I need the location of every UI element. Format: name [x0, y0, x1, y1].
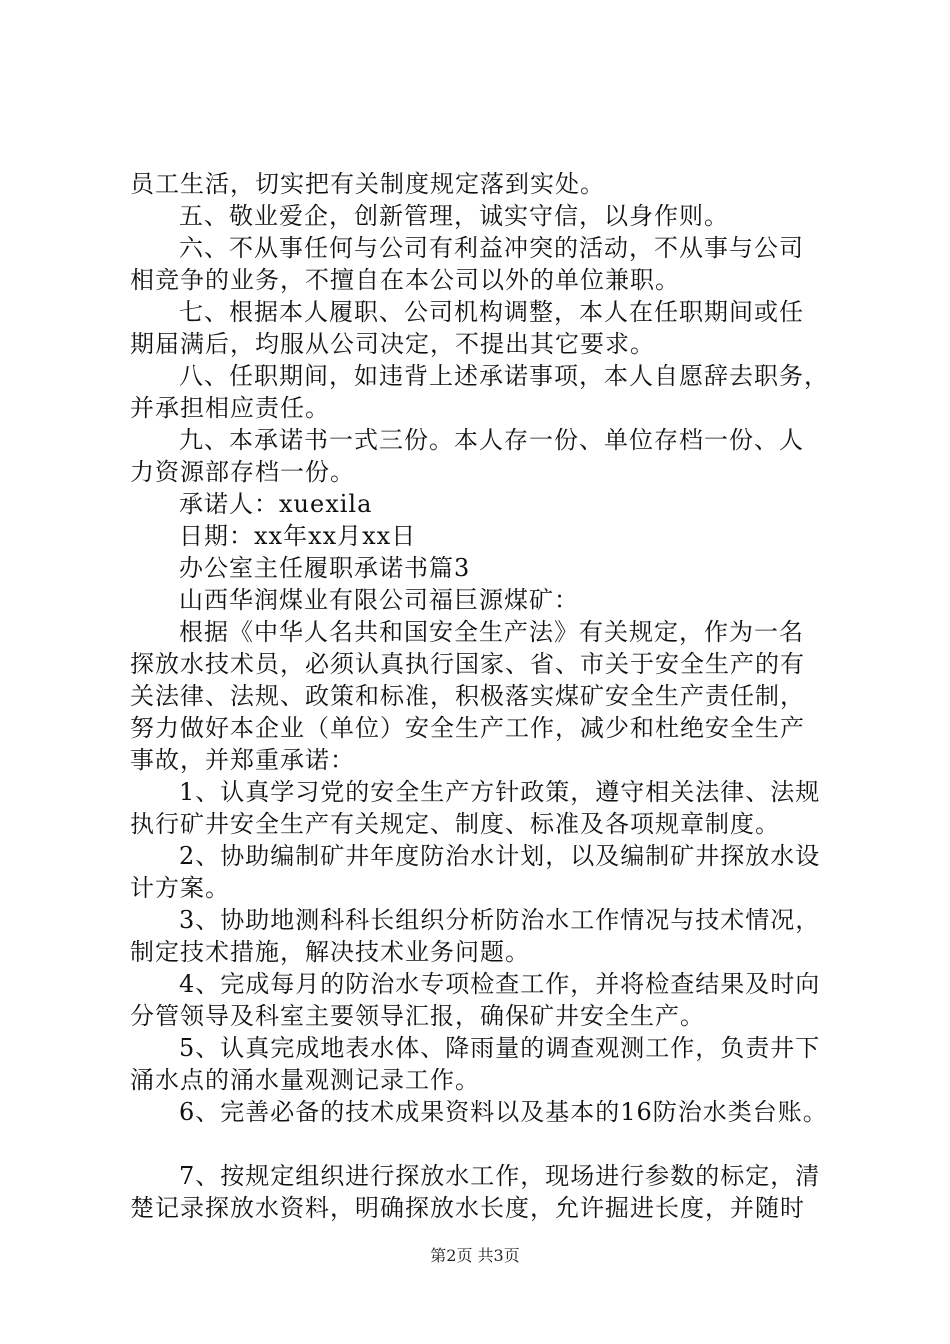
text-line: 关法律、法规、政策和标准，积极落实煤矿安全生产责任制， [130, 682, 805, 710]
text-line: 分管领导及科室主要领导汇报，确保矿井安全生产。 [130, 1002, 705, 1030]
paragraph-spacer [130, 1128, 830, 1160]
text-line: 涌水点的涌水量观测记录工作。 [130, 1066, 480, 1094]
text-line: 六、不从事任何与公司有利益冲突的活动，不从事与公司 [179, 234, 804, 262]
text-line: 1、认真学习党的安全生产方针政策，遵守相关法律、法规 [179, 778, 821, 806]
text-line: 承诺人：xuexila [179, 490, 373, 518]
text-line: 2、协助编制矿井年度防治水计划，以及编制矿井探放水设 [179, 842, 821, 870]
text-line: 山西华润煤业有限公司福巨源煤矿： [179, 586, 579, 614]
text-line: 计方案。 [130, 874, 230, 902]
text-line: 5、认真完成地表水体、降雨量的调查观测工作，负责井下 [179, 1034, 821, 1062]
page-footer: 第2页 共3页 [430, 1246, 520, 1265]
text-line: 6、完善必备的技术成果资料以及基本的16防治水类台账。 [179, 1098, 828, 1126]
text-line: 相竞争的业务，不擅自在本公司以外的单位兼职。 [130, 266, 680, 294]
text-line: 八、任职期间，如违背上述承诺事项，本人自愿辞去职务， [179, 362, 829, 390]
text-line: 五、敬业爱企，创新管理，诚实守信，以身作则。 [179, 202, 729, 230]
text-line: 努力做好本企业（单位）安全生产工作，减少和杜绝安全生产 [130, 714, 805, 742]
text-line: 执行矿井安全生产有关规定、制度、标准及各项规章制度。 [130, 810, 780, 838]
text-line: 楚记录探放水资料，明确探放水长度，允许掘进长度，并随时 [130, 1194, 805, 1222]
text-line: 七、根据本人履职、公司机构调整，本人在任职期间或任 [179, 298, 804, 326]
text-line: 探放水技术员，必须认真执行国家、省、市关于安全生产的有 [130, 650, 805, 678]
text-line: 7、按规定组织进行探放水工作，现场进行参数的标定，清 [179, 1162, 821, 1190]
text-line: 并承担相应责任。 [130, 394, 330, 422]
text-line: 3、协助地测科科长组织分析防治水工作情况与技术情况， [179, 906, 821, 934]
text-line: 日期：xx年xx月xx日 [179, 522, 417, 550]
text-line: 员工生活，切实把有关制度规定落到实处。 [130, 170, 605, 198]
text-line: 4、完成每月的防治水专项检查工作，并将检查结果及时向 [179, 970, 821, 998]
text-line: 期届满后，均服从公司决定，不提出其它要求。 [130, 330, 655, 358]
document-body [130, 168, 830, 1224]
text-line: 制定技术措施，解决技术业务问题。 [130, 938, 530, 966]
text-line: 办公室主任履职承诺书篇3 [179, 554, 471, 582]
text-line: 力资源部存档一份。 [130, 458, 355, 486]
text-line: 九、本承诺书一式三份。本人存一份、单位存档一份、人 [179, 426, 804, 454]
text-line: 事故，并郑重承诺： [130, 746, 355, 774]
text-line: 根据《中华人名共和国安全生产法》有关规定，作为一名 [179, 618, 804, 646]
